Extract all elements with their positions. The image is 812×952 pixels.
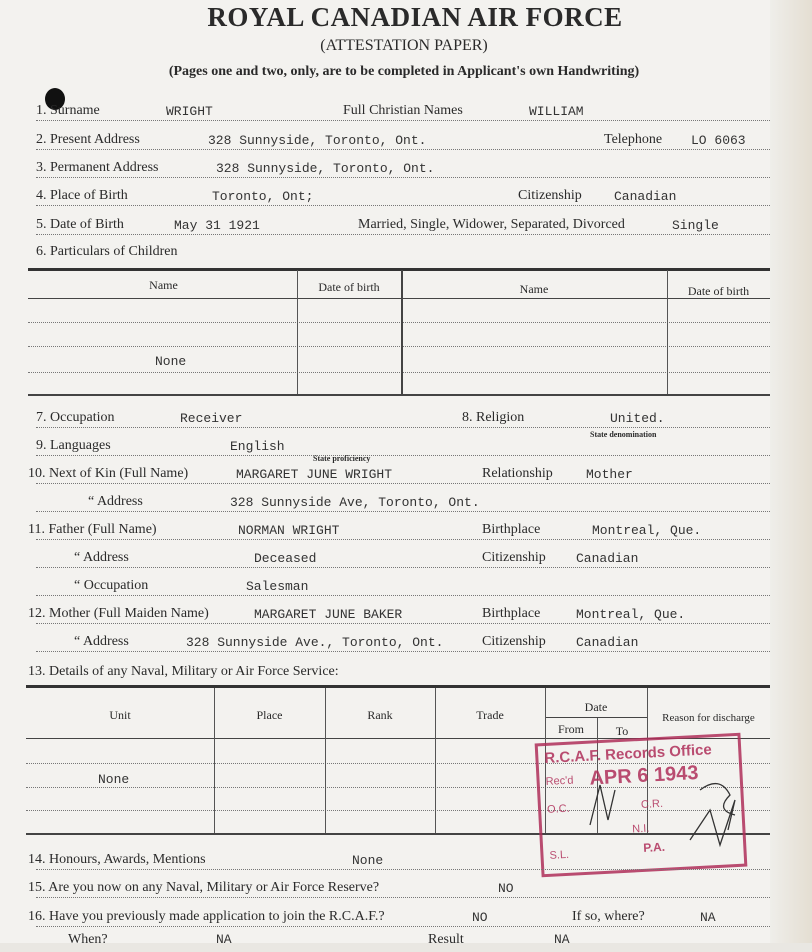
service-entry: None (98, 772, 130, 787)
stamp-recd: Rec'd (545, 774, 574, 788)
service-header-place: Place (256, 708, 283, 722)
row-occupation (36, 407, 770, 428)
kin-address-value: 328 Sunnyside Ave, Toronto, Ont. (230, 495, 480, 510)
religion-value: United. (610, 411, 665, 426)
row-father-address (36, 547, 770, 568)
place-of-birth-label: 4. Place of Birth (36, 188, 128, 203)
father-birthplace-label: Birthplace (482, 522, 541, 537)
service-header-date: Date (584, 700, 608, 714)
paper-edge (770, 0, 812, 943)
result-value: NA (554, 932, 570, 947)
children-header-name-2: Name (519, 282, 549, 296)
mother-citizenship-label: Citizenship (482, 634, 546, 649)
service-label: 13. Details of any Naval, Military or Air Force Service: (28, 664, 339, 679)
row-honours (28, 849, 770, 870)
christian-names-value: WILLIAM (529, 104, 584, 119)
row-present-address (36, 129, 770, 150)
mother-address-label: “ Address (74, 634, 129, 649)
row-when (36, 932, 770, 952)
surname-value: WRIGHT (166, 104, 213, 119)
stamp-line-ni: N.I. (631, 822, 650, 836)
row-reserve (28, 877, 770, 898)
mother-label: 12. Mother (Full Maiden Name) (28, 606, 209, 621)
religion-label: 8. Religion (462, 410, 525, 425)
row-place-of-birth (36, 185, 770, 206)
father-citizenship-value: Canadian (576, 551, 639, 566)
present-address-value: 328 Sunnyside, Toronto, Ont. (208, 133, 427, 148)
if-so-where-label: If so, where? (572, 909, 645, 924)
father-address-label: “ Address (74, 550, 129, 565)
marital-status-value: Single (672, 218, 719, 233)
row-mother (28, 603, 770, 624)
date-of-birth-value: May 31 1921 (174, 218, 260, 233)
mother-birthplace-label: Birthplace (482, 606, 541, 621)
service-header-trade: Trade (476, 708, 504, 722)
previous-application-value: NO (472, 910, 488, 925)
next-of-kin-label: 10. Next of Kin (Full Name) (28, 466, 189, 481)
if-so-where-value: NA (700, 910, 716, 925)
languages-hint: State proficiency (313, 454, 371, 463)
service-header-reason: Reason for discharge (662, 712, 755, 724)
father-address-value: Deceased (254, 551, 317, 566)
children-header-dob: Date of birth (318, 280, 380, 294)
reserve-label: 15. Are you now on any Naval, Military or Air Force Reserve? (28, 880, 380, 895)
permanent-address-label: 3. Permanent Address (36, 160, 159, 175)
form-subtitle: (ATTESTATION PAPER) (320, 37, 488, 54)
when-label: When? (68, 932, 108, 947)
children-label: 6. Particulars of Children (36, 244, 178, 259)
form-title: ROYAL CANADIAN AIR FORCE (207, 2, 623, 32)
form-note: (Pages one and two, only, are to be completed in Applicant's own Handwriting) (168, 64, 640, 79)
father-occupation-label: “ Occupation (74, 578, 149, 593)
mother-address-value: 328 Sunnyside Ave., Toronto, Ont. (186, 635, 444, 650)
row-languages (36, 435, 770, 456)
citizenship-label: Citizenship (518, 188, 582, 203)
children-header-dob-2: Date of birth (687, 284, 750, 298)
row-mother-address (36, 631, 770, 652)
permanent-address-value: 328 Sunnyside, Toronto, Ont. (216, 161, 435, 176)
when-value: NA (216, 932, 232, 947)
occupation-value: Receiver (180, 411, 243, 426)
christian-names-label: Full Christian Names (343, 103, 463, 118)
row-father-occupation (36, 575, 770, 596)
occupation-label: 7. Occupation (36, 410, 115, 425)
children-header-name: Name (149, 278, 178, 292)
kin-address-label: “ Address (88, 494, 143, 509)
previous-application-label: 16. Have you previously made application to join the R.C.A.F.? (28, 909, 385, 924)
father-birthplace-value: Montreal, Que. (592, 523, 702, 538)
religion-hint: State denomination (590, 430, 657, 439)
row-kin-address (36, 491, 770, 512)
place-of-birth-value: Toronto, Ont; (212, 189, 314, 204)
mother-birthplace-value: Montreal, Que. (576, 607, 686, 622)
stamp-line-pa: P.A. (642, 839, 666, 855)
row-surname (36, 100, 770, 121)
row-permanent-address (36, 157, 770, 178)
surname-label: 1. Surname (36, 103, 100, 118)
stamp-line-sl: S.L. (549, 848, 570, 862)
honours-value: None (352, 853, 384, 868)
row-father (28, 519, 770, 540)
stamp-line-cr: C.R. (640, 797, 664, 811)
citizenship-value: Canadian (614, 189, 677, 204)
service-header-to: To (615, 724, 629, 738)
date-of-birth-label: 5. Date of Birth (36, 217, 124, 232)
languages-label: 9. Languages (36, 438, 111, 453)
telephone-value: LO 6063 (691, 133, 746, 148)
row-date-of-birth (36, 214, 770, 235)
father-value: NORMAN WRIGHT (238, 523, 340, 538)
mother-citizenship-value: Canadian (576, 635, 639, 650)
father-citizenship-label: Citizenship (482, 550, 546, 565)
stamp-line-oc: O.C. (546, 802, 571, 816)
reserve-value: NO (498, 881, 514, 896)
honours-label: 14. Honours, Awards, Mentions (28, 852, 206, 867)
row-previous-application (28, 906, 770, 927)
next-of-kin-value: MARGARET JUNE WRIGHT (236, 467, 393, 482)
result-label: Result (428, 932, 464, 947)
row-next-of-kin (28, 463, 770, 484)
children-entry: None (155, 354, 187, 369)
stamp-office: R.C.A.F. Records Office (543, 741, 713, 767)
marital-status-label: Married, Single, Widower, Separated, Divorced (358, 217, 625, 232)
languages-value: English (230, 439, 285, 454)
father-label: 11. Father (Full Name) (28, 522, 157, 537)
service-header-unit: Unit (109, 708, 131, 722)
present-address-label: 2. Present Address (36, 132, 140, 147)
relationship-value: Mother (586, 467, 633, 482)
mother-value: MARGARET JUNE BAKER (254, 607, 403, 622)
service-header-from: From (557, 722, 584, 736)
stamp-date: APR 6 1943 (588, 761, 699, 790)
father-occupation-value: Salesman (246, 579, 309, 594)
telephone-label: Telephone (604, 132, 663, 147)
relationship-label: Relationship (482, 466, 553, 481)
service-header-rank: Rank (367, 708, 393, 722)
